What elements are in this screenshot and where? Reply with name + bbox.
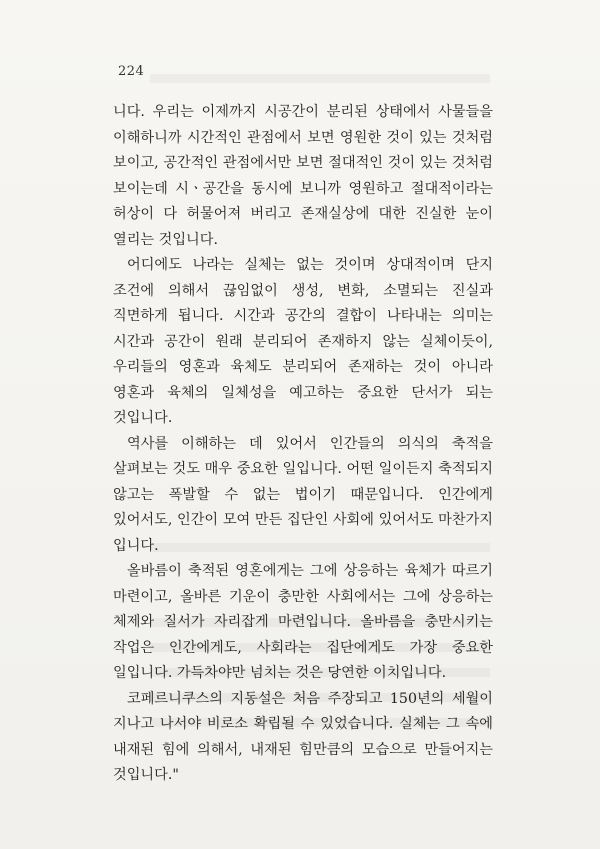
body-text — [113, 100, 493, 789]
page-number: 224 — [118, 64, 145, 79]
paragraph: 올바름이 축적된 영혼에게는 그에 상응하는 육체가 따르기 마련이고, 올바른 기운이 충만한 사회에서는 그에 상응하는 체제와 질서가 자리잡게 마련입니다. 올바름을 충만시키는 작업은 인간에게도, 사회라는 집단에게도 가장 중요한 일입니다. 가득차야만 넘치는 것은 당연한 이치입니다. — [113, 563, 493, 681]
paragraph: 코페르니쿠스의 지동설은 처음 주장되고 150년의 세월이 지나고 나서야 비로소 확립될 수 있었습니다. 실체는 그 속에 내재된 힘에 의해서, 내재된 힘만큼의 모습으로 만들어지는 것입니다." — [113, 690, 493, 783]
bleed-through-line — [150, 74, 490, 83]
paragraph: 역사를 이해하는 데 있어서 인간들의 의식의 축적을 살펴보는 것도 매우 중요한 일입니다. 어떤 일이든지 축적되지 않고는 폭발할 수 없는 법이기 때문입니다. 인간에게 있어서도, 인간이 모여 만든 집단인 사회에 있어서도 마찬가지 입니다. — [113, 435, 493, 554]
paragraph: 니다. 우리는 이제까지 시공간이 분리된 상태에서 사물들을 이해하니까 시간적인 관점에서 보면 영원한 것이 있는 것처럼 보이고, 공간적인 관점에서만 보면 절대적인 것이 있는 것처럼 보이는데 시ㆍ공간을 동시에 보니까 영원하고 절대적이라는 허상이 다 허물어져 버리고 존재실상에 대한 진실한 눈이 열리는 것입니다. — [113, 104, 493, 248]
paragraph: 어디에도 나라는 실체는 없는 것이며 상대적이며 단지 조건에 의해서 끊임없이 생성, 변화, 소멸되는 진실과 직면하게 됩니다. 시간과 공간의 결합이 나타내는 의미는 시간과 공간이 원래 분리되어 존재하지 않는 실체이듯이, 우리들의 영혼과 육체도 분리되어 존재하는 것이 아니라 영혼과 육체의 일체성을 예고하는 중요한 단서가 되는 것입니다. — [113, 257, 493, 426]
